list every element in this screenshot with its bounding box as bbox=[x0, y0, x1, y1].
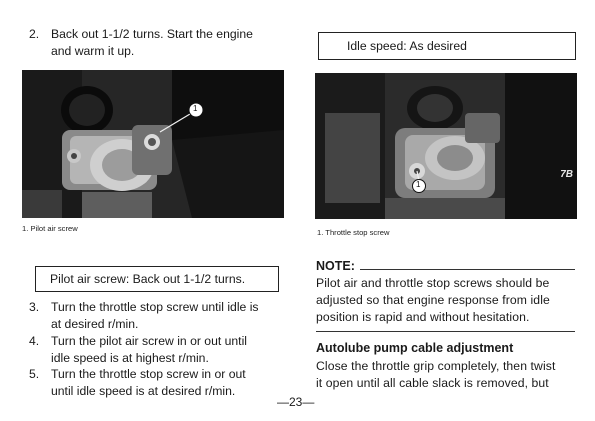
throttle-photo-illustration bbox=[315, 73, 577, 219]
step-number: 2. bbox=[29, 27, 40, 41]
note-heading: NOTE: bbox=[316, 259, 355, 273]
pilot-air-screw-spec-box bbox=[35, 266, 279, 292]
step-number: 5. bbox=[29, 367, 40, 381]
photo-caption: 1. Pilot air screw bbox=[22, 224, 78, 233]
step-number: 3. bbox=[29, 300, 40, 314]
note-line: adjusted so that engine response from idle bbox=[316, 293, 550, 307]
throttle-stop-screw-photo bbox=[315, 73, 577, 219]
step-4 bbox=[29, 333, 283, 367]
callout-number: 1 bbox=[416, 180, 421, 189]
photo-caption: 1. Throttle stop screw bbox=[317, 228, 390, 237]
photo-corner-mark: 7B bbox=[560, 169, 573, 180]
spec-box-text: Idle speed: As desired bbox=[347, 39, 467, 53]
idle-speed-spec-box bbox=[318, 32, 576, 60]
callout-number: 1 bbox=[193, 104, 198, 113]
step-2 bbox=[29, 26, 291, 60]
step-text-line: idle speed is at highest r/min. bbox=[51, 350, 209, 365]
page-number: —23— bbox=[277, 395, 315, 409]
note-end-rule bbox=[316, 331, 575, 332]
step-text-line: Back out 1-1/2 turns. Start the engine bbox=[51, 27, 253, 41]
step-text-line: Turn the throttle stop screw until idle is bbox=[51, 300, 259, 314]
section-body bbox=[316, 358, 575, 392]
step-text-line: until idle speed is at desired r/min. bbox=[51, 383, 236, 398]
carburetor-photo-illustration bbox=[22, 70, 284, 218]
note-heading-rule bbox=[360, 269, 575, 270]
note-line: position is rapid and without hesitation. bbox=[316, 310, 530, 324]
section-line: it open until all cable slack is removed, but bbox=[316, 376, 549, 390]
section-line: Close the throttle grip completely, then twist bbox=[316, 359, 556, 373]
step-text-line: Turn the pilot air screw in or out until bbox=[51, 334, 247, 348]
section-heading: Autolube pump cable adjustment bbox=[316, 341, 514, 355]
pilot-air-screw-photo bbox=[22, 70, 284, 218]
note-body bbox=[316, 275, 575, 326]
step-text-line: and warm it up. bbox=[51, 44, 135, 58]
step-3 bbox=[29, 299, 283, 333]
step-number: 4. bbox=[29, 334, 40, 348]
step-5 bbox=[29, 366, 283, 400]
note-line: Pilot air and throttle stop screws should be bbox=[316, 276, 550, 290]
spec-box-text: Pilot air screw: Back out 1-1/2 turns. bbox=[50, 272, 246, 286]
step-text-line: Turn the throttle stop screw in or out bbox=[51, 367, 246, 381]
step-text-line: at desired r/min. bbox=[51, 316, 139, 331]
